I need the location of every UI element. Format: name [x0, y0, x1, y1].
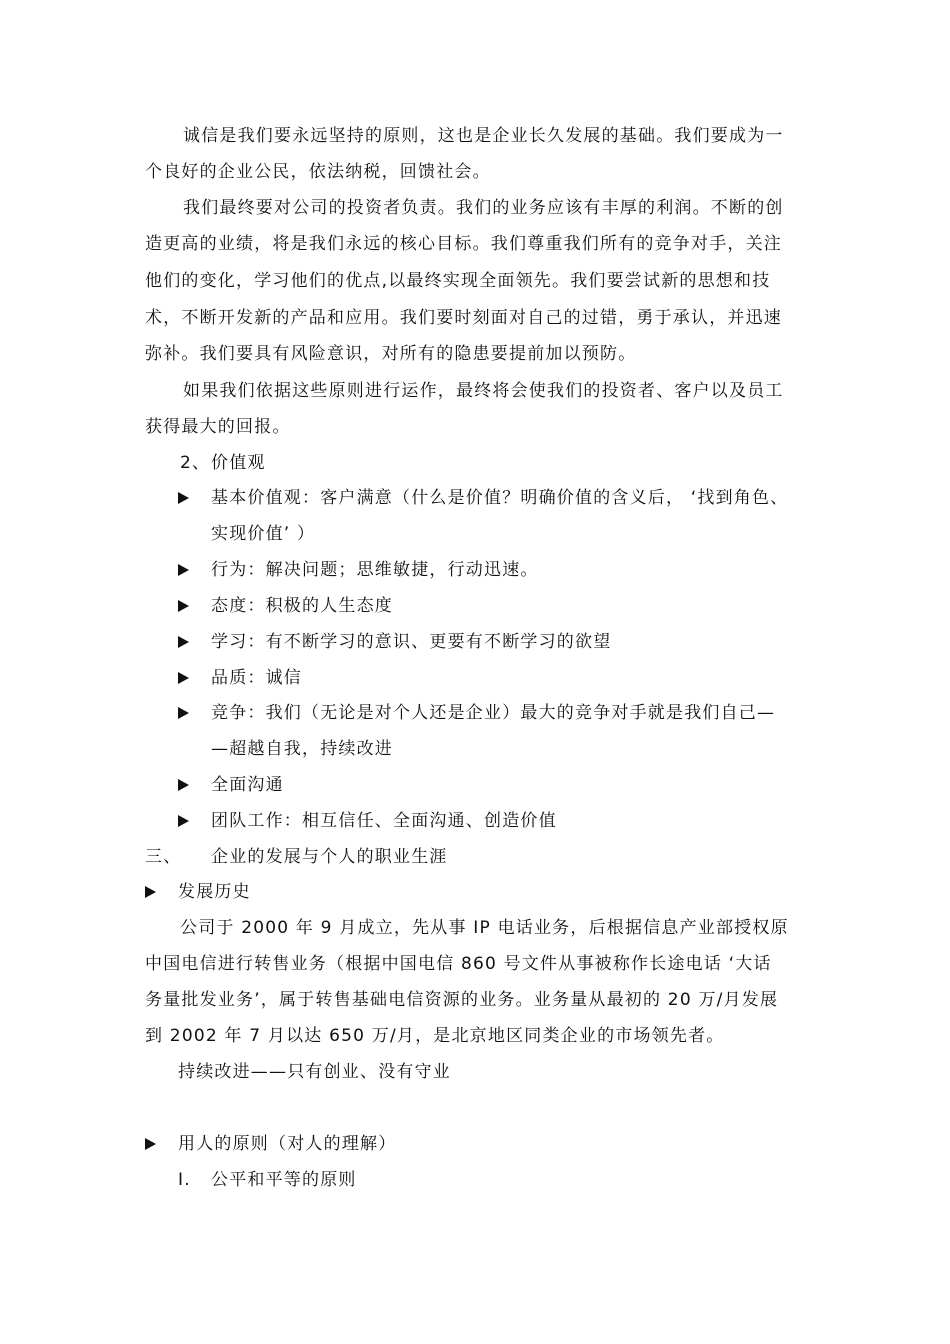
section-number: 2、: [180, 453, 211, 473]
paragraph-line: 诚信是我们要永远坚持的原则，这也是企业长久发展的基础。我们要成为一: [183, 126, 784, 146]
section-heading: 企业的发展与个人的职业生涯: [211, 847, 448, 867]
list-item-continuation: —超越自我，持续改进: [211, 739, 393, 759]
section-heading: 价值观: [211, 453, 266, 473]
paragraph-line: 获得最大的回报。: [145, 417, 291, 437]
list-item: 团队工作：相互信任、全面沟通、创造价值: [211, 811, 557, 831]
paragraph-line: 个良好的企业公民，依法纳税，回馈社会。: [145, 162, 491, 182]
subsection-heading: 用人的原则（对人的理解）: [178, 1134, 397, 1154]
paragraph-line: 造更高的业绩，将是我们永远的核心目标。我们尊重我们所有的竞争对手，关注: [145, 234, 782, 254]
list-item: 态度：积极的人生态度: [211, 596, 393, 616]
bullet-arrow-icon: [178, 630, 194, 654]
list-item: 学习：有不断学习的意识、更要有不断学习的欲望: [211, 632, 612, 652]
paragraph-line: 到 2002 年 7 月以达 650 万/月，是北京地区同类企业的市场领先者。: [145, 1026, 725, 1046]
list-item: 公平和平等的原则: [211, 1170, 357, 1190]
section-number: 三、: [145, 847, 182, 867]
bullet-arrow-icon: [178, 594, 194, 618]
list-item: 品质：诚信: [211, 668, 302, 688]
list-item: 行为：解决问题；思维敏捷，行动迅速。: [211, 560, 539, 580]
item-number: I.: [178, 1170, 191, 1190]
list-item-continuation: 实现价值’ ）: [211, 524, 316, 544]
paragraph-line: 他们的变化，学习他们的优点,以最终实现全面领先。我们要尝试新的思想和技: [145, 271, 771, 291]
list-item: 全面沟通: [211, 775, 284, 795]
list-item: 基本价值观：客户满意（什么是价值？明确价值的含义后， ‘找到角色、: [211, 488, 789, 508]
bullet-arrow-icon: [145, 880, 161, 904]
bullet-arrow-icon: [178, 558, 194, 582]
bullet-arrow-icon: [145, 1132, 161, 1156]
paragraph-line: 术，不断开发新的产品和应用。我们要时刻面对自己的过错，勇于承认，并迅速: [145, 308, 782, 328]
bullet-arrow-icon: [178, 701, 194, 725]
bullet-arrow-icon: [178, 773, 194, 797]
paragraph-line: 务量批发业务’，属于转售基础电信资源的业务。业务量从最初的 20 万/月发展: [145, 990, 779, 1010]
bullet-arrow-icon: [178, 809, 194, 833]
list-item: 竞争：我们（无论是对个人还是企业）最大的竞争对手就是我们自己—: [211, 703, 776, 723]
motto-line: 持续改进——只有创业、没有守业: [178, 1062, 451, 1082]
paragraph-line: 中国电信进行转售业务（根据中国电信 860 号文件从事被称作长途电话 ‘大话: [145, 954, 772, 974]
paragraph-line: 公司于 2000 年 9 月成立，先从事 IP 电话业务，后根据信息产业部授权原: [180, 918, 789, 938]
paragraph-line: 我们最终要对公司的投资者负责。我们的业务应该有丰厚的利润。不断的创: [183, 198, 784, 218]
bullet-arrow-icon: [178, 486, 194, 510]
bullet-arrow-icon: [178, 666, 194, 690]
paragraph-line: 弥补。我们要具有风险意识，对所有的隐患要提前加以预防。: [145, 344, 637, 364]
paragraph-line: 如果我们依据这些原则进行运作，最终将会使我们的投资者、客户以及员工: [183, 381, 784, 401]
subsection-heading: 发展历史: [178, 882, 251, 902]
